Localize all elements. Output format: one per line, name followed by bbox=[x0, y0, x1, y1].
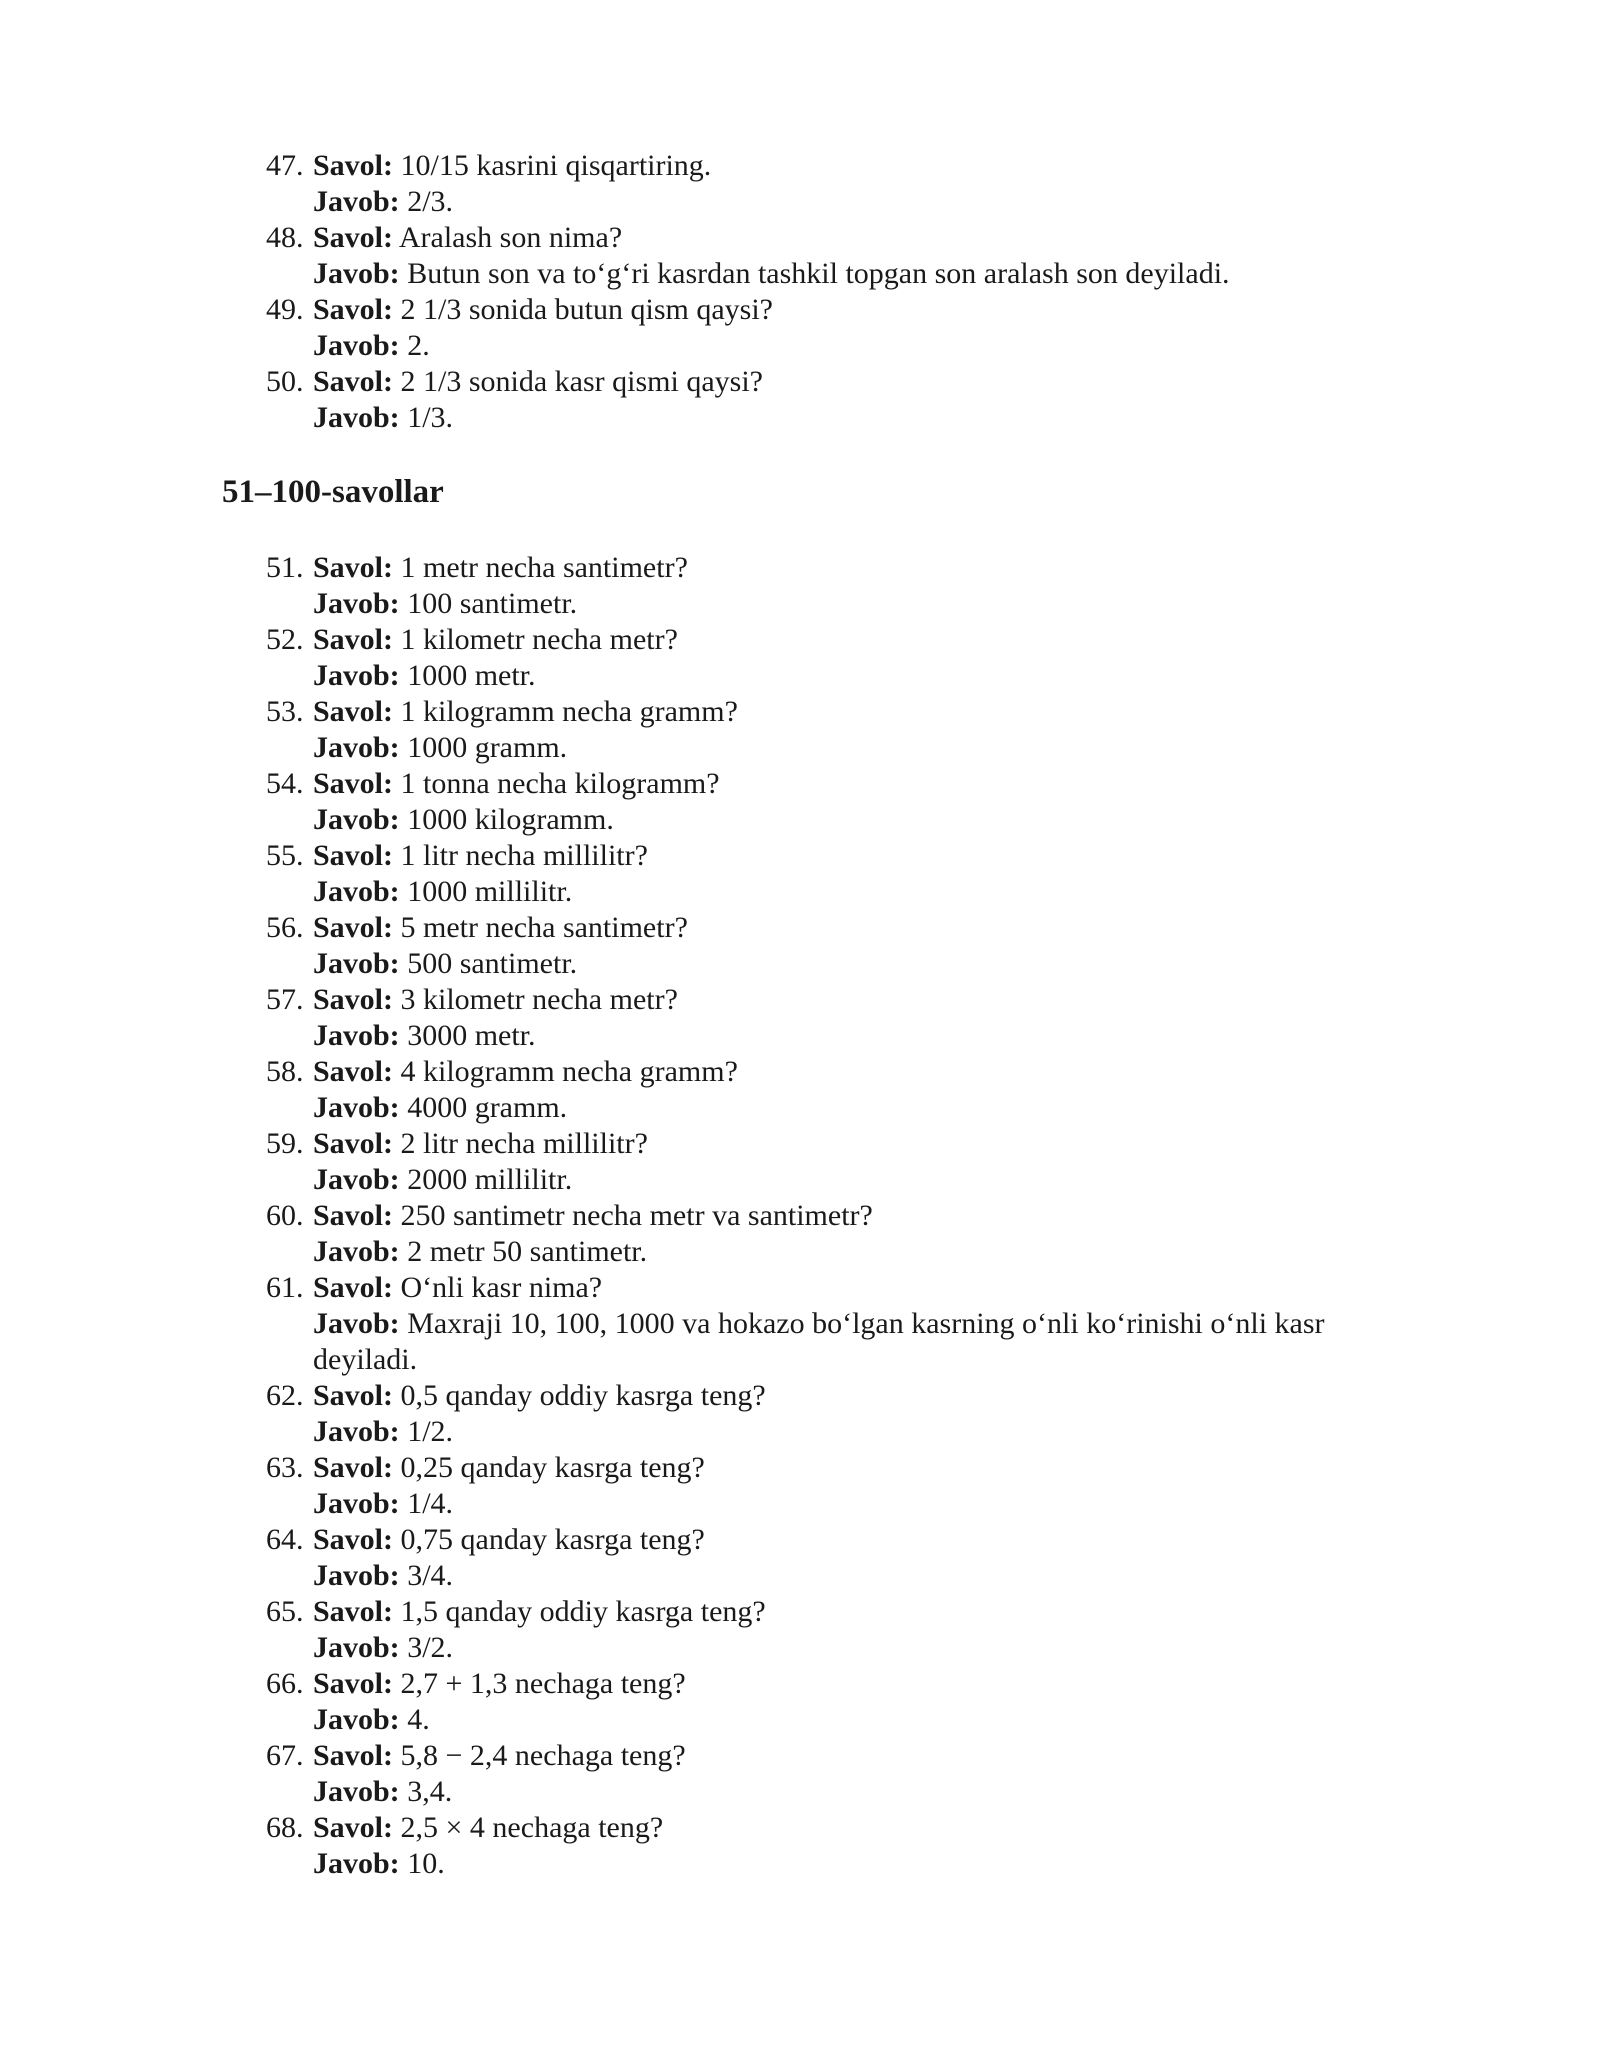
question-line bbox=[313, 1810, 1386, 1846]
question-line bbox=[313, 910, 1386, 946]
question-label: Savol: bbox=[313, 1667, 394, 1700]
item-number: 61. bbox=[266, 1271, 304, 1304]
item-number: 57. bbox=[266, 983, 304, 1016]
answer-text: 1/2. bbox=[407, 1415, 454, 1448]
answer-label: Javob: bbox=[313, 1091, 400, 1124]
question-line bbox=[313, 1666, 1386, 1702]
answer-line bbox=[313, 1306, 1386, 1378]
answer-line bbox=[313, 1018, 1386, 1054]
answer-text: 1/4. bbox=[407, 1487, 454, 1520]
question-text: 4 kilogramm necha gramm? bbox=[400, 1055, 738, 1088]
answer-label: Javob: bbox=[313, 1307, 400, 1340]
answer-text: 100 santimetr. bbox=[407, 587, 578, 620]
answer-text: 1/3. bbox=[407, 401, 454, 434]
question-line bbox=[313, 1522, 1386, 1558]
question-text: 1 metr necha santimetr? bbox=[400, 551, 688, 584]
item-number: 52. bbox=[266, 623, 304, 656]
item-number: 50. bbox=[266, 365, 304, 398]
answer-line bbox=[313, 256, 1386, 292]
question-line bbox=[313, 1126, 1386, 1162]
qa-item bbox=[266, 364, 1386, 436]
question-label: Savol: bbox=[313, 767, 394, 800]
question-label: Savol: bbox=[313, 149, 394, 182]
question-line bbox=[313, 292, 1386, 328]
answer-text: 3/4. bbox=[407, 1559, 454, 1592]
question-label: Savol: bbox=[313, 623, 394, 656]
answer-line bbox=[313, 1702, 1386, 1738]
question-text: Aralash son nima? bbox=[398, 221, 623, 254]
item-number: 65. bbox=[266, 1595, 304, 1628]
answer-line bbox=[313, 1414, 1386, 1450]
answer-text: 10. bbox=[407, 1847, 445, 1880]
question-label: Savol: bbox=[313, 365, 394, 398]
answer-text: 1000 millilitr. bbox=[407, 875, 573, 908]
question-text: 0,75 qanday kasrga teng? bbox=[400, 1523, 705, 1556]
answer-line bbox=[313, 328, 1386, 364]
question-text: 2 1/3 sonida kasr qismi qaysi? bbox=[400, 365, 763, 398]
qa-item bbox=[266, 1450, 1386, 1522]
answer-text: 4000 gramm. bbox=[407, 1091, 568, 1124]
answer-text: 1000 metr. bbox=[407, 659, 536, 692]
answer-label: Javob: bbox=[313, 1415, 400, 1448]
item-number: 48. bbox=[266, 221, 304, 254]
item-number: 63. bbox=[266, 1451, 304, 1484]
answer-label: Javob: bbox=[313, 1019, 400, 1052]
qa-item bbox=[266, 1054, 1386, 1126]
answer-label: Javob: bbox=[313, 1487, 400, 1520]
answer-label: Javob: bbox=[313, 1235, 400, 1268]
item-number: 54. bbox=[266, 767, 304, 800]
question-label: Savol: bbox=[313, 293, 394, 326]
question-label: Savol: bbox=[313, 1379, 394, 1412]
item-number: 64. bbox=[266, 1523, 304, 1556]
answer-line bbox=[313, 1558, 1386, 1594]
qa-item bbox=[266, 1522, 1386, 1594]
question-text: 2 1/3 sonida butun qism qaysi? bbox=[400, 293, 773, 326]
answer-label: Javob: bbox=[313, 947, 400, 980]
answer-line bbox=[313, 1846, 1386, 1882]
answer-text: 2. bbox=[407, 329, 430, 362]
qa-item bbox=[266, 1198, 1386, 1270]
answer-label: Javob: bbox=[313, 1163, 400, 1196]
question-line bbox=[313, 148, 1386, 184]
qa-item bbox=[266, 1270, 1386, 1378]
question-text: 10/15 kasrini qisqartiring. bbox=[400, 149, 712, 182]
answer-text: 4. bbox=[407, 1703, 430, 1736]
question-label: Savol: bbox=[313, 695, 394, 728]
question-line bbox=[313, 1450, 1386, 1486]
question-label: Savol: bbox=[313, 1271, 394, 1304]
question-text: 1 kilometr necha metr? bbox=[400, 623, 678, 656]
item-number: 53. bbox=[266, 695, 304, 728]
item-number: 66. bbox=[266, 1667, 304, 1700]
qa-item bbox=[266, 694, 1386, 766]
answer-line bbox=[313, 1234, 1386, 1270]
answer-line bbox=[313, 1774, 1386, 1810]
item-number: 68. bbox=[266, 1811, 304, 1844]
answer-line bbox=[313, 1630, 1386, 1666]
qa-item bbox=[266, 148, 1386, 220]
question-text: 2 litr necha millilitr? bbox=[400, 1127, 648, 1160]
answer-label: Javob: bbox=[313, 329, 400, 362]
answer-text: 2 metr 50 santimetr. bbox=[407, 1235, 648, 1268]
question-line bbox=[313, 220, 1386, 256]
answer-line bbox=[313, 730, 1386, 766]
item-number: 62. bbox=[266, 1379, 304, 1412]
item-number: 56. bbox=[266, 911, 304, 944]
question-label: Savol: bbox=[313, 1055, 394, 1088]
question-text: 3 kilometr necha metr? bbox=[400, 983, 678, 1016]
question-label: Savol: bbox=[313, 551, 394, 584]
answer-label: Javob: bbox=[313, 731, 400, 764]
answer-label: Javob: bbox=[313, 185, 400, 218]
answer-label: Javob: bbox=[313, 875, 400, 908]
qa-item bbox=[266, 1666, 1386, 1738]
qa-item bbox=[266, 1594, 1386, 1666]
question-text: 1 litr necha millilitr? bbox=[400, 839, 648, 872]
answer-label: Javob: bbox=[313, 659, 400, 692]
qa-item bbox=[266, 982, 1386, 1054]
question-line bbox=[313, 838, 1386, 874]
question-label: Savol: bbox=[313, 1739, 394, 1772]
answer-label: Javob: bbox=[313, 1847, 400, 1880]
question-line bbox=[313, 1738, 1386, 1774]
question-line bbox=[313, 694, 1386, 730]
answer-line bbox=[313, 802, 1386, 838]
question-line bbox=[313, 1198, 1386, 1234]
item-number: 60. bbox=[266, 1199, 304, 1232]
question-text: 1,5 qanday oddiy kasrga teng? bbox=[400, 1595, 766, 1628]
answer-text: 3000 metr. bbox=[407, 1019, 536, 1052]
answer-line bbox=[313, 184, 1386, 220]
qa-item bbox=[266, 1810, 1386, 1882]
question-line bbox=[313, 982, 1386, 1018]
question-label: Savol: bbox=[313, 1523, 394, 1556]
answer-line bbox=[313, 400, 1386, 436]
qa-list-47-50 bbox=[266, 148, 1386, 436]
question-text: 0,5 qanday oddiy kasrga teng? bbox=[400, 1379, 766, 1412]
answer-label: Javob: bbox=[313, 401, 400, 434]
qa-item bbox=[266, 622, 1386, 694]
question-line bbox=[313, 1270, 1386, 1306]
qa-item bbox=[266, 1738, 1386, 1810]
qa-list-51-68 bbox=[266, 550, 1386, 1882]
section-heading: 51–100-savollar bbox=[222, 474, 444, 510]
question-text: 2,7 + 1,3 nechaga teng? bbox=[400, 1667, 686, 1700]
qa-item bbox=[266, 766, 1386, 838]
answer-label: Javob: bbox=[313, 1703, 400, 1736]
answer-text: Butun son va to‘g‘ri kasrdan tashkil topgan son aralash son deyiladi. bbox=[407, 257, 1230, 290]
answer-line bbox=[313, 1090, 1386, 1126]
answer-label: Javob: bbox=[313, 803, 400, 836]
question-text: 2,5 × 4 nechaga teng? bbox=[400, 1811, 664, 1844]
answer-text: Maxraji 10, 100, 1000 va hokazo bo‘lgan kasrning o‘nli ko‘rinishi o‘nli kasr deyiladi. bbox=[313, 1307, 1325, 1376]
question-label: Savol: bbox=[313, 221, 394, 254]
question-line bbox=[313, 766, 1386, 802]
qa-item bbox=[266, 550, 1386, 622]
answer-label: Javob: bbox=[313, 1775, 400, 1808]
answer-label: Javob: bbox=[313, 587, 400, 620]
question-line bbox=[313, 1054, 1386, 1090]
answer-text: 1000 kilogramm. bbox=[407, 803, 614, 836]
answer-line bbox=[313, 658, 1386, 694]
item-number: 58. bbox=[266, 1055, 304, 1088]
item-number: 67. bbox=[266, 1739, 304, 1772]
question-label: Savol: bbox=[313, 911, 394, 944]
question-text: 250 santimetr necha metr va santimetr? bbox=[400, 1199, 873, 1232]
question-line bbox=[313, 1378, 1386, 1414]
qa-item bbox=[266, 910, 1386, 982]
answer-line bbox=[313, 946, 1386, 982]
answer-line bbox=[313, 586, 1386, 622]
question-label: Savol: bbox=[313, 1199, 394, 1232]
question-line bbox=[313, 364, 1386, 400]
question-line bbox=[313, 550, 1386, 586]
answer-text: 2000 millilitr. bbox=[407, 1163, 573, 1196]
answer-text: 2/3. bbox=[407, 185, 454, 218]
question-label: Savol: bbox=[313, 1451, 394, 1484]
question-label: Savol: bbox=[313, 983, 394, 1016]
question-text: 0,25 qanday kasrga teng? bbox=[400, 1451, 705, 1484]
question-text: 5 metr necha santimetr? bbox=[400, 911, 688, 944]
answer-label: Javob: bbox=[313, 1631, 400, 1664]
answer-line bbox=[313, 1162, 1386, 1198]
question-label: Savol: bbox=[313, 1811, 394, 1844]
answer-label: Javob: bbox=[313, 1559, 400, 1592]
question-label: Savol: bbox=[313, 1595, 394, 1628]
answer-text: 3/2. bbox=[407, 1631, 454, 1664]
answer-label: Javob: bbox=[313, 257, 400, 290]
question-line bbox=[313, 622, 1386, 658]
item-number: 51. bbox=[266, 551, 304, 584]
qa-item bbox=[266, 838, 1386, 910]
question-text: 1 tonna necha kilogramm? bbox=[400, 767, 720, 800]
item-number: 55. bbox=[266, 839, 304, 872]
answer-text: 500 santimetr. bbox=[407, 947, 578, 980]
qa-item bbox=[266, 220, 1386, 292]
qa-item bbox=[266, 1126, 1386, 1198]
question-text: 1 kilogramm necha gramm? bbox=[400, 695, 738, 728]
qa-item bbox=[266, 1378, 1386, 1450]
item-number: 49. bbox=[266, 293, 304, 326]
qa-item bbox=[266, 292, 1386, 364]
answer-line bbox=[313, 1486, 1386, 1522]
question-line bbox=[313, 1594, 1386, 1630]
answer-text: 1000 gramm. bbox=[407, 731, 568, 764]
question-label: Savol: bbox=[313, 1127, 394, 1160]
question-label: Savol: bbox=[313, 839, 394, 872]
item-number: 59. bbox=[266, 1127, 304, 1160]
item-number: 47. bbox=[266, 149, 304, 182]
answer-line bbox=[313, 874, 1386, 910]
question-text: 5,8 − 2,4 nechaga teng? bbox=[400, 1739, 686, 1772]
question-text: O‘nli kasr nima? bbox=[400, 1271, 603, 1304]
answer-text: 3,4. bbox=[407, 1775, 453, 1808]
